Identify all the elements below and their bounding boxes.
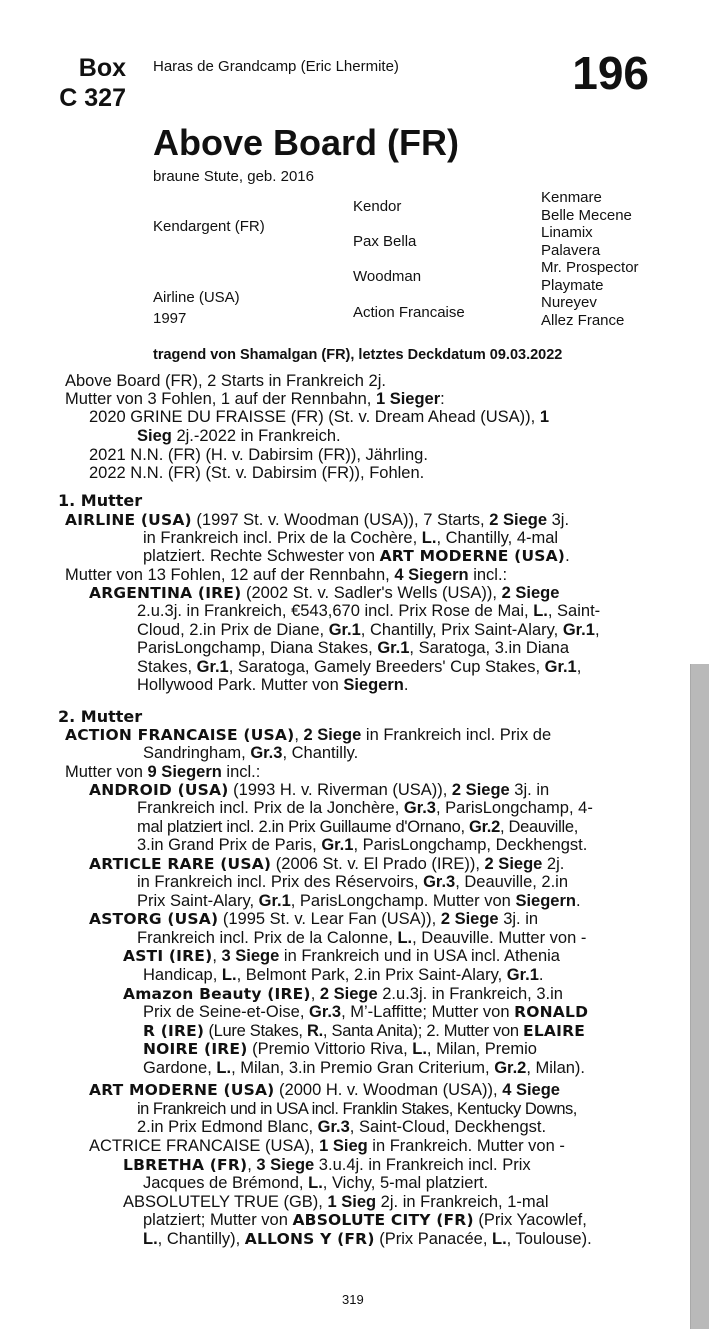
dam-line <box>137 818 649 836</box>
text: 3.u.4j. in Frankreich incl. Prix <box>314 1156 531 1174</box>
text: 2j. in Frankreich, 1-mal <box>376 1193 549 1211</box>
text: 3j. in <box>498 910 539 928</box>
horse-ref: NOIRE (IRE) <box>143 1040 248 1058</box>
dam-line <box>143 744 358 762</box>
text: , Chantilly), <box>157 1230 245 1248</box>
dam-line <box>137 621 649 639</box>
text: Mutter von <box>65 763 148 781</box>
text: L. <box>143 1230 158 1248</box>
horse-ref: ACTION FRANCAISE (USA) <box>65 726 295 744</box>
winner-count: 1 Sieger <box>375 390 441 408</box>
box-label: Box <box>78 54 126 82</box>
horse-ref: ARTICLE RARE (USA) <box>89 855 272 873</box>
pedigree-dam-dam: Action Francaise <box>353 304 465 321</box>
text: 1 Sieg <box>319 1137 368 1155</box>
text: , Saratoga, Gamely Breeders' Cup Stakes, <box>228 658 545 676</box>
text: (2000 H. v. Woodman (USA)), <box>274 1081 503 1099</box>
dam-line <box>137 873 649 891</box>
horse-ref: ARGENTINA (IRE) <box>89 584 242 602</box>
dam-line <box>143 1211 649 1229</box>
horse-ref: ANDROID (USA) <box>89 781 229 799</box>
pedigree-sire-sire: Kendor <box>353 198 402 215</box>
text: 2.u.3j. in Frankreich, 3.in <box>377 985 563 1003</box>
text: 4 Siegern <box>394 566 469 584</box>
text: 2 Siege <box>303 726 362 744</box>
pedigree-gen3: Palavera <box>541 242 601 259</box>
text: Mutter von 13 Fohlen, 12 auf der Rennbahn, <box>65 566 395 584</box>
text: platziert. Rechte Schwester von <box>143 547 380 565</box>
dam-line <box>137 658 649 676</box>
text: Sieg <box>137 427 172 445</box>
text: L. <box>412 1040 427 1058</box>
pedigree-gen3: Belle Mecene <box>541 207 632 224</box>
text: Gr.1 <box>328 621 361 639</box>
text: Gr.3 <box>403 799 436 817</box>
text: (2006 St. v. El Prado (IRE)), <box>271 855 485 873</box>
text: Sandringham, <box>143 744 251 762</box>
text: 3 Siege <box>256 1156 315 1174</box>
scrollbar-thumb[interactable] <box>690 664 709 1329</box>
text: Frankreich incl. Prix de la Calonne, <box>137 929 398 947</box>
text: L. <box>308 1174 323 1192</box>
text: Hollywood Park. Mutter von <box>137 676 344 694</box>
horse-ref: ART MODERNE (USA) <box>89 1081 275 1099</box>
text: ACTRICE FRANCAISE (USA), <box>89 1137 320 1155</box>
text: . <box>575 892 581 910</box>
box-number: C 327 <box>59 84 126 112</box>
text: 3 Siege <box>221 947 280 965</box>
text: , Saint-Cloud, Deckhengst. <box>349 1118 547 1136</box>
text: , ParisLongchamp, Deckhengst. <box>353 836 588 854</box>
text: , Deauville. Mutter von - <box>412 929 587 947</box>
dam-line <box>123 1156 649 1174</box>
horse-ref: ELAIRE <box>523 1022 585 1040</box>
dam-line <box>137 929 649 947</box>
text: 2j. <box>542 855 565 873</box>
horse-ref: AIRLINE (USA) <box>65 511 192 529</box>
text: Gr.3 <box>308 1003 342 1021</box>
horse-ref: R (IRE) <box>143 1022 205 1040</box>
text: 2020 GRINE DU FRAISSE (FR) (St. v. Dream Ahead (USA)), <box>89 408 540 426</box>
text: 9 Siegern <box>147 763 222 781</box>
text: , Santa Anita); 2. Mutter von <box>322 1022 524 1040</box>
text: Siegern <box>343 676 404 694</box>
section-heading: 1. Mutter <box>58 491 143 510</box>
text: (1995 St. v. Lear Fan (USA)), <box>218 910 441 928</box>
text: L. <box>216 1059 232 1077</box>
text: . <box>565 547 570 565</box>
dam-line <box>137 639 649 657</box>
horse-ref: ASTI (IRE) <box>123 947 213 965</box>
produce-2020-cont <box>137 427 341 445</box>
text: 2 Siege <box>484 855 543 873</box>
text: (1997 St. v. Woodman (USA)), 7 Starts, <box>191 511 490 529</box>
dam-line <box>137 602 649 620</box>
horse-ref: ALLONS Y (FR) <box>244 1230 375 1248</box>
text: Gr.1 <box>506 966 539 984</box>
dam-line <box>143 547 570 565</box>
dam-line <box>137 1118 546 1136</box>
dam-line <box>89 1137 565 1155</box>
dam-line <box>65 566 507 584</box>
text: 2 Siege <box>501 584 560 602</box>
horse-ref: RONALD <box>514 1003 589 1021</box>
dam-line <box>137 799 649 817</box>
text: 2j.-2022 in Frankreich. <box>171 427 341 445</box>
dam-line <box>89 910 649 928</box>
text: 2 Siege <box>440 910 499 928</box>
text: Stakes, <box>137 658 197 676</box>
text: Gr.1 <box>562 621 595 639</box>
pregnancy-note: tragend von Shamalgan (FR), letztes Deckdatum 09.03.2022 <box>153 347 563 363</box>
text: L. <box>221 966 237 984</box>
text: Siegern <box>515 892 576 910</box>
pedigree-sire: Kendargent (FR) <box>153 218 265 235</box>
text: Mutter von 3 Fohlen, 1 auf der Rennbahn, <box>65 390 376 408</box>
text: incl.: <box>221 763 261 781</box>
produce-2020 <box>89 408 649 426</box>
text: ABSOLUTELY TRUE (GB), <box>123 1193 328 1211</box>
text: Gr.2 <box>469 818 500 836</box>
text: Gr.3 <box>250 744 283 762</box>
dam-line <box>65 511 649 529</box>
text: , <box>294 726 304 744</box>
text: ParisLongchamp, Diana Stakes, <box>137 639 378 657</box>
dam-line <box>143 966 543 984</box>
pedigree-gen3: Allez France <box>541 312 625 329</box>
pedigree-gen3: Kenmare <box>541 189 602 206</box>
text: Jacques de Brémond, <box>143 1174 309 1192</box>
text: , <box>310 985 320 1003</box>
text: Handicap, <box>143 966 222 984</box>
text: , ParisLongchamp. Mutter von <box>290 892 516 910</box>
text: (1993 H. v. Riverman (USA)), <box>228 781 452 799</box>
dam-line <box>123 985 649 1003</box>
text: , Milan, 3.in Premio Gran Criterium, <box>231 1059 495 1077</box>
produce-2021: 2021 N.N. (FR) (H. v. Dabirsim (FR)), Jährling. <box>89 446 428 464</box>
produce-2022: 2022 N.N. (FR) (St. v. Dabirsim (FR)), Fohlen. <box>89 464 425 482</box>
text: in Frankreich. Mutter von - <box>367 1137 565 1155</box>
text: L. <box>492 1230 507 1248</box>
text: 2 Siege <box>319 985 378 1003</box>
horse-ref: LBRETHA (FR) <box>123 1156 248 1174</box>
dam-line <box>89 1081 649 1099</box>
text: Frankreich incl. Prix de la Jonchère, <box>137 799 404 817</box>
text: , Milan). <box>526 1059 586 1077</box>
pedigree-sire-dam: Pax Bella <box>353 233 417 250</box>
text: 2.u.3j. in Frankreich, €543,670 incl. Prix Rose de Mai, <box>137 602 534 620</box>
text: (Prix Yacowlef, <box>473 1211 587 1229</box>
text: , Chantilly. <box>282 744 359 762</box>
text: L. <box>421 529 437 547</box>
text: : <box>440 390 445 408</box>
text: , <box>247 1156 257 1174</box>
pedigree-gen3: Linamix <box>541 224 593 241</box>
dam-line <box>65 763 260 781</box>
text: 1 Sieg <box>327 1193 377 1211</box>
text: Gr.1 <box>321 836 354 854</box>
produce-summary: Above Board (FR), 2 Starts in Frankreich 2j. <box>65 372 386 390</box>
dam-line <box>123 947 649 965</box>
text: 2.in Prix Edmond Blanc, <box>137 1118 318 1136</box>
text: platziert; Mutter von <box>143 1211 293 1229</box>
text: Gr.1 <box>377 639 410 657</box>
horse-description: braune Stute, geb. 2016 <box>153 168 314 185</box>
text: L. <box>533 602 548 620</box>
owner: Haras de Grandcamp (Eric Lhermite) <box>153 58 399 75</box>
produce-count <box>65 390 445 408</box>
text: , Toulouse). <box>506 1230 592 1248</box>
text: Gr.3 <box>317 1118 350 1136</box>
pedigree-gen3: Mr. Prospector <box>541 259 639 276</box>
dam-line <box>143 1003 649 1021</box>
horse-ref: ASTORG (USA) <box>89 910 219 928</box>
text: , Deauville, <box>499 818 578 836</box>
dam-line <box>137 836 587 854</box>
text: . <box>538 966 544 984</box>
dam-line <box>143 1230 592 1248</box>
text: 1 <box>539 408 549 426</box>
pedigree-gen3: Nureyev <box>541 294 597 311</box>
text: Gr.2 <box>494 1059 527 1077</box>
text: incl.: <box>468 566 508 584</box>
dam-line <box>89 584 649 602</box>
dam-line <box>89 855 649 873</box>
text: , <box>212 947 222 965</box>
dam-line <box>137 892 581 910</box>
text: in Frankreich und in USA incl. Athenia <box>279 947 560 965</box>
section-heading: 2. Mutter <box>58 707 143 726</box>
text: Cloud, 2.in Prix de Diane, <box>137 621 329 639</box>
dam-line <box>137 676 408 694</box>
dam-line <box>143 529 649 547</box>
text: , Vichy, 5-mal platziert. <box>322 1174 489 1192</box>
horse-name: Above Board (FR) <box>153 122 459 163</box>
dam-line <box>123 1193 649 1211</box>
text: Prix de Seine-et-Oise, <box>143 1003 309 1021</box>
text: Gr.1 <box>544 658 577 676</box>
text: , Saint- <box>547 602 601 620</box>
text: 2 Siege <box>451 781 510 799</box>
text: , Belmont Park, 2.in Prix Saint-Alary, <box>236 966 507 984</box>
text: , <box>576 658 582 676</box>
text: L. <box>397 929 413 947</box>
dam-line <box>143 1022 649 1040</box>
pedigree-dam-year: 1997 <box>153 310 187 327</box>
pedigree-gen3: Playmate <box>541 277 604 294</box>
dam-line <box>143 1059 585 1077</box>
text: (2002 St. v. Sadler's Wells (USA)), <box>241 584 502 602</box>
text: , Saratoga, 3.in Diana <box>409 639 570 657</box>
text: (Prix Panacée, <box>374 1230 492 1248</box>
lot-number: 196 <box>572 47 649 99</box>
dam-line <box>143 1174 488 1192</box>
text: Gardone, <box>143 1059 217 1077</box>
text: 4 Siege <box>502 1081 560 1099</box>
text: Gr.1 <box>196 658 229 676</box>
text: in Frankreich incl. Prix de la Cochère, <box>143 529 422 547</box>
text: 3j. in <box>509 781 550 799</box>
pedigree-dam: Airline (USA) <box>153 289 240 306</box>
text: . <box>403 676 409 694</box>
horse-ref: Amazon Beauty (IRE) <box>123 985 311 1003</box>
text: , Chantilly, Prix Saint-Alary, <box>360 621 563 639</box>
text: 3j. <box>547 511 570 529</box>
dam-line <box>143 1040 649 1058</box>
text: , <box>594 621 600 639</box>
text: , Chantilly, 4-mal <box>436 529 559 547</box>
page-number: 319 <box>342 1292 364 1307</box>
horse-ref: ABSOLUTE CITY (FR) <box>292 1211 474 1229</box>
text: in Frankreich incl. Prix des Réservoirs, <box>137 873 424 891</box>
dam-line <box>89 781 649 799</box>
text: (Lure Stakes, <box>204 1022 308 1040</box>
horse-ref: ART MODERNE (USA) <box>379 547 566 565</box>
text: , Milan, Premio <box>426 1040 537 1058</box>
text: 2 Siege <box>489 511 548 529</box>
text: mal platziert incl. 2.in Prix Guillaume d'Ornano, <box>137 818 470 836</box>
pedigree-dam-sire: Woodman <box>353 268 422 285</box>
text: Gr.1 <box>258 892 291 910</box>
text: , M’-Laffitte; Mutter von <box>341 1003 515 1021</box>
dam-line: in Frankreich und in USA incl. Franklin Stakes, Kentucky Downs, <box>137 1100 577 1118</box>
text: in Frankreich incl. Prix de <box>361 726 552 744</box>
text: , Deauville, 2.in <box>455 873 569 891</box>
text: Gr.3 <box>423 873 456 891</box>
text: 3.in Grand Prix de Paris, <box>137 836 322 854</box>
text: Prix Saint-Alary, <box>137 892 259 910</box>
text: , ParisLongchamp, 4- <box>435 799 593 817</box>
dam-line <box>65 726 649 744</box>
text: R. <box>307 1022 323 1040</box>
text: (Premio Vittorio Riva, <box>247 1040 413 1058</box>
